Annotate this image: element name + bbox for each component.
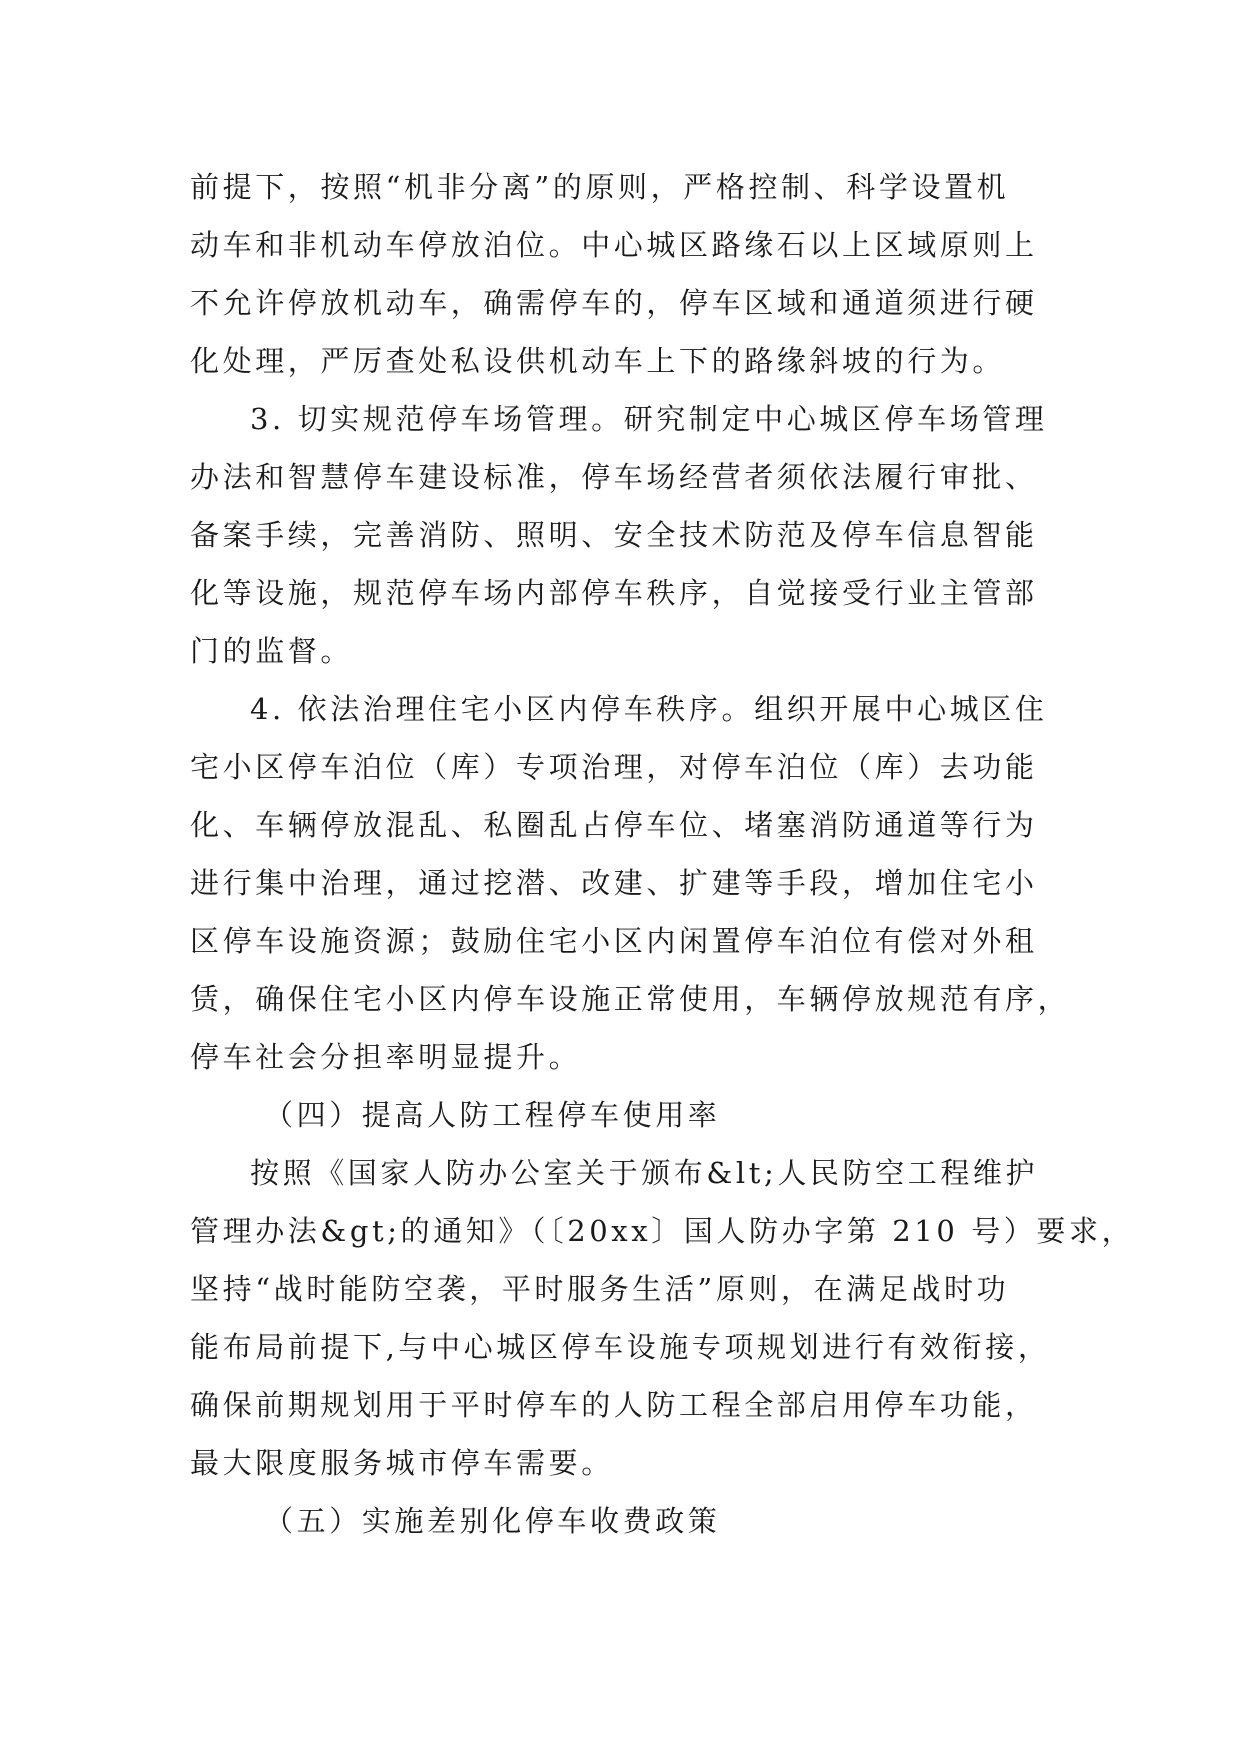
paragraph-line: 赁，确保住宅小区内停车设施正常使用，车辆停放规范有序， (190, 982, 1071, 1016)
paragraph-line: 管理办法&gt;的通知》（〔20xx〕国人防办字第 210 号）要求， (190, 1214, 1135, 1248)
paragraph-line: 化、车辆停放混乱、私圈乱占停车位、堵塞消防通道等行为 (190, 808, 1038, 842)
paragraph-line: 动车和非机动车停放泊位。中心城区路缘石以上区域原则上 (190, 228, 1038, 262)
paragraph-line: 化等设施，规范停车场内部停车秩序，自觉接受行业主管部 (190, 576, 1038, 610)
paragraph-line: 能布局前提下,与中心城区停车设施专项规划进行有效衔接， (190, 1330, 1051, 1364)
item-heading: 4. 依法治理住宅小区内停车秩序。组织开展中心城区住 (250, 692, 1048, 726)
paragraph-line: 最大限度服务城市停车需要。 (190, 1446, 614, 1480)
paragraph-line: 进行集中治理，通过挖潜、改建、扩建等手段，增加住宅小 (190, 866, 1038, 900)
paragraph-line: 办法和智慧停车建设标准，停车场经营者须依法履行审批、 (190, 460, 1038, 494)
paragraph-line: 宅小区停车泊位（库）专项治理，对停车泊位（库）去功能 (190, 750, 1038, 784)
paragraph-line: 门的监督。 (190, 634, 354, 668)
paragraph-line: 按照《国家人防办公室关于颁布&lt;人民防空工程维护 (250, 1156, 1039, 1190)
paragraph-line: 区停车设施资源；鼓励住宅小区内闲置停车泊位有偿对外租 (190, 924, 1038, 958)
paragraph-line: 停车社会分担率明显提升。 (190, 1040, 582, 1074)
section-heading: （五）实施差别化停车收费政策 (264, 1504, 721, 1538)
item-heading: 3. 切实规范停车场管理。研究制定中心城区停车场管理 (250, 402, 1048, 436)
paragraph-line: 备案手续，完善消防、照明、安全技术防范及停车信息智能 (190, 518, 1038, 552)
paragraph-line: 坚持“战时能防空袭，平时服务生活”原则，在满足战时功 (190, 1272, 1010, 1306)
paragraph-line: 化处理，严厉查处私设供机动车上下的路缘斜坡的行为。 (190, 344, 1006, 378)
paragraph-line: 前提下，按照“机非分离”的原则，严格控制、科学设置机 (190, 170, 1010, 204)
section-heading: （四）提高人防工程停车使用率 (264, 1098, 721, 1132)
paragraph-line: 不允许停放机动车，确需停车的，停车区域和通道须进行硬 (190, 286, 1038, 320)
paragraph-line: 确保前期规划用于平时停车的人防工程全部启用停车功能， (190, 1388, 1038, 1422)
